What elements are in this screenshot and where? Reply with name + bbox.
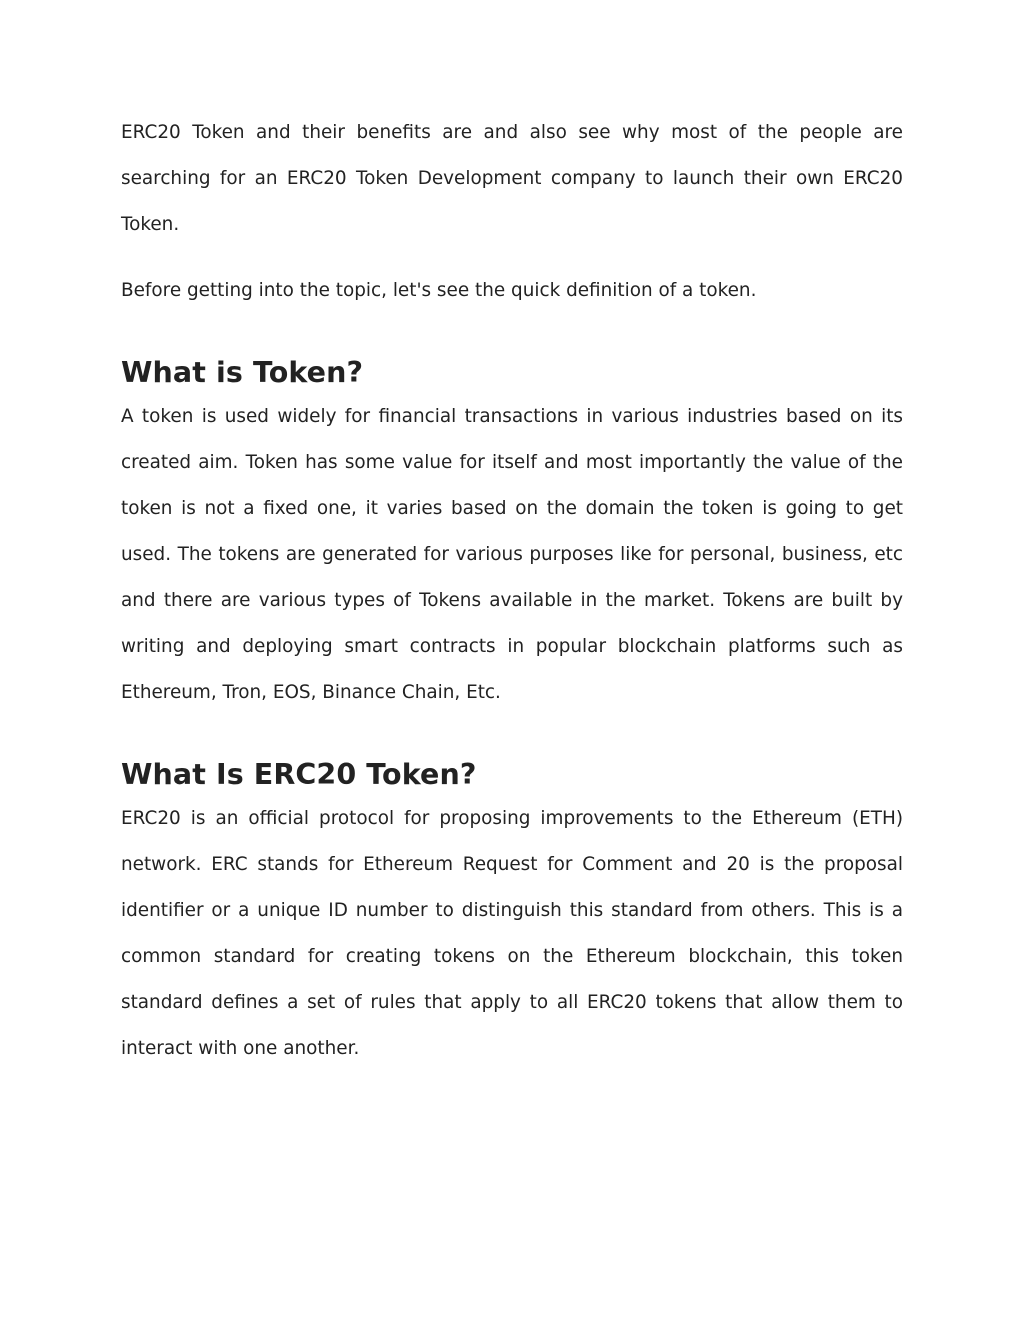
section-heading-what-is-token: What is Token? bbox=[121, 356, 364, 389]
intro-definition-paragraph: Before getting into the topic, let's see the quick definition of a token. bbox=[121, 280, 757, 301]
section-body-what-is-token: A token is used widely for financial transactions in various industries based on its created aim. Token has some value for itself and most importantly the value of the token is not a fixed one, it varies based on the domain the token is going to get used. The tokens are generated for various purposes like for personal, business, etc and there are various types of Tokens available in the market. Tokens are built by writing and deploying smart contracts in popular blockchain platforms such as Ethereum, Tron, EOS, Binance Chain, Etc. bbox=[121, 406, 903, 703]
intro-paragraph: ERC20 Token and their benefits are and also see why most of the people are searching for an ERC20 Token Development company to launch their own ERC20 Token. bbox=[121, 122, 903, 235]
section-heading-what-is-erc20-token: What Is ERC20 Token? bbox=[121, 758, 477, 791]
section-body-what-is-erc20-token: ERC20 is an official protocol for proposing improvements to the Ethereum (ETH) network. ERC stands for Ethereum Request for Comment and 20 is the proposal identifier or a unique ID number to distinguish this standard from others. This is a common standard for creating tokens on the Ethereum blockchain, this token standard defines a set of rules that apply to all ERC20 tokens that allow them to interact with one another. bbox=[121, 808, 903, 1059]
document-page bbox=[121, 110, 903, 1072]
